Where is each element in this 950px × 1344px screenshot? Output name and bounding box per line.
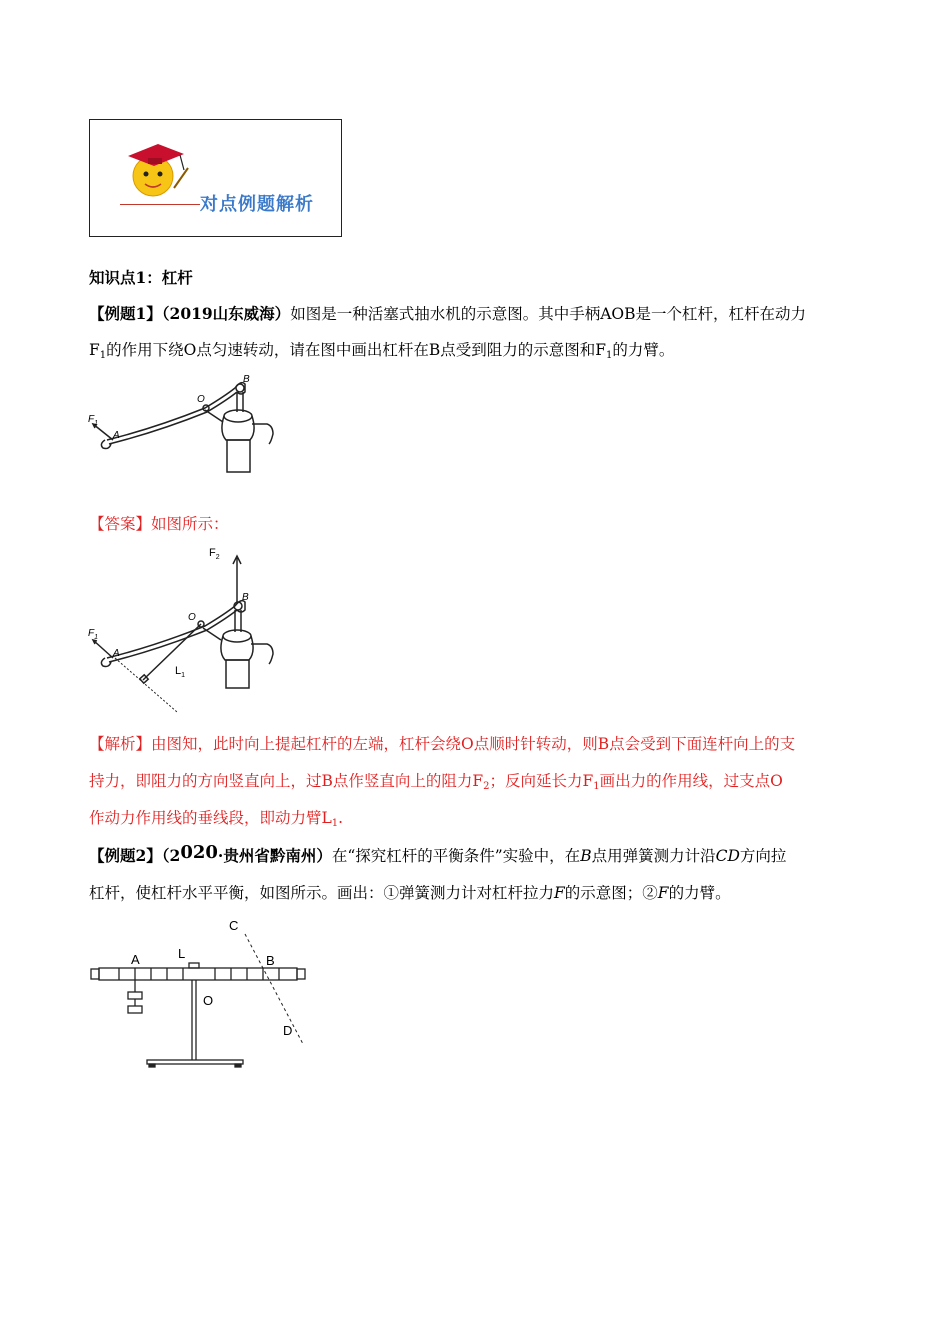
fig2-label-a: A	[113, 648, 120, 659]
example2-text-5: 的示意图；②	[564, 884, 658, 902]
example2-source-b: 020	[180, 842, 218, 863]
lever-figure	[85, 912, 315, 1074]
example2-text-1: 在“探究杠杆的平衡条件”实验中，在	[331, 847, 581, 865]
example1-line1	[89, 304, 806, 324]
example1-f1-sub2: 1	[606, 350, 613, 361]
svg-text:L1	[175, 665, 185, 679]
example1-source: （2019山东威海）	[161, 304, 291, 323]
example2-var-f: F	[554, 884, 565, 902]
answer-label: 【答案】	[89, 515, 152, 533]
fig3-label-c: C	[229, 918, 239, 933]
example2-text-3: 方向拉	[739, 847, 787, 865]
analysis-text-1: 由图知，此时向上提起杠杆的左端，杠杆会绕O点顺时针转动，则B点会受到下面连杆向上的支	[151, 735, 796, 753]
example2-var-b: B	[580, 847, 592, 865]
banner-title: 对点例题解析	[200, 194, 314, 215]
banner-underline	[120, 204, 200, 205]
analysis-text-3: ；反向延长力F	[489, 772, 594, 790]
example2-var-cd: CD	[715, 847, 740, 865]
analysis-sub-3: 1	[331, 818, 339, 829]
analysis-text-5: 作动力作用线的垂线段，即动力臂L	[89, 809, 332, 827]
analysis-line2	[89, 771, 783, 797]
fig1-label-o: O	[197, 394, 205, 405]
svg-text:F1	[88, 628, 98, 641]
example1-f1-sub: 1	[99, 350, 107, 361]
fig2-label-f2: F	[209, 547, 216, 559]
example2-source-c: ·贵州省黔南州）	[217, 846, 332, 865]
analysis-text-2: 持力，即阻力的方向竖直向上，过B点作竖直向上的阻力F	[89, 772, 484, 790]
example1-line2	[89, 340, 674, 366]
example2-tag: 【例题2】	[89, 846, 162, 865]
fig1-label-b: B	[243, 374, 250, 385]
analysis-sub-1: 2	[483, 781, 490, 792]
analysis-line1	[89, 734, 795, 754]
example2-text-6: 的力臂。	[668, 884, 731, 902]
fig2-label-l1: L	[175, 665, 182, 677]
example1-text-2: 的作用下绕O点匀速转动，请在图中画出杠杆在B点受到阻力的示意图和F	[106, 341, 606, 359]
example2-line2	[89, 883, 731, 903]
section-heading: 知识点1：杠杆	[89, 268, 193, 287]
example2-text-2: 点用弹簧测力计沿	[591, 847, 716, 865]
example1-text-1: 如图是一种活塞式抽水机的示意图。其中手柄AOB是一个杠杆，杠杆在动力	[290, 305, 806, 323]
fig3-label-d: D	[283, 1023, 293, 1038]
example2-text-4: 杠杆，使杠杆水平平衡，如图所示。画出：①弹簧测力计对杠杆拉力	[89, 884, 555, 902]
example1-tag: 【例题1】	[89, 304, 162, 323]
svg-text:F2	[209, 547, 220, 561]
fig2-label-o: O	[188, 612, 196, 623]
answer-text: 如图所示：	[151, 515, 229, 533]
analysis-text-4: 画出力的作用线，过支点O	[599, 772, 783, 790]
fig3-label-a: A	[131, 952, 140, 967]
answer-line	[89, 514, 229, 534]
fig2-label-b: B	[242, 592, 249, 603]
pump-figure-question	[85, 372, 295, 474]
fig2-label-f1-sub: 1	[94, 634, 99, 641]
section-banner	[89, 119, 342, 237]
pump-figure-answer	[85, 540, 295, 715]
example1-text-3: 的力臂。	[612, 341, 675, 359]
fig2-label-f1: F	[88, 628, 95, 639]
fig2-label-l1-sub: 1	[181, 672, 186, 679]
fig2-label-f2-sub: 2	[215, 554, 220, 561]
example1-f1: F	[89, 341, 100, 359]
fig1-label-f1: F	[88, 414, 95, 425]
example2-var-f2: F	[657, 884, 669, 902]
fig1-label-f1-sub: 1	[94, 420, 99, 427]
fig1-label-a: A	[113, 430, 120, 441]
analysis-line3	[89, 808, 343, 834]
analysis-sub-2: 1	[593, 781, 600, 792]
fig3-label-l: L	[178, 946, 186, 961]
analysis-text-6: .	[338, 809, 344, 827]
example2-source-a: （2	[161, 846, 181, 865]
fig3-label-b: B	[266, 953, 275, 968]
fig3-label-o: O	[203, 993, 214, 1008]
mascot-icon	[118, 138, 198, 203]
analysis-label: 【解析】	[89, 735, 152, 753]
example2-line1	[89, 842, 787, 866]
